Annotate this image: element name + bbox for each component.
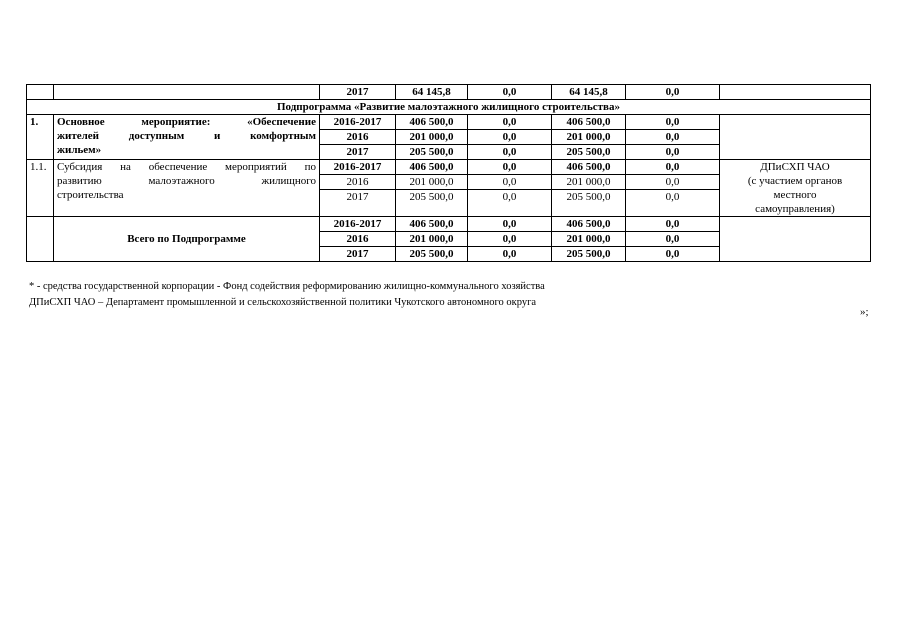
activity-name: Основное мероприятие: «Обеспечение жителей доступным и комфортным жильем» (54, 115, 320, 160)
value-cell: 201 000,0 (552, 175, 626, 190)
year-cell: 2017 (320, 145, 396, 160)
value-cell: 0,0 (626, 145, 720, 160)
row-number: 1.1. (27, 160, 54, 217)
value-cell: 0,0 (626, 160, 720, 175)
value-cell: 0,0 (626, 115, 720, 130)
value-cell: 406 500,0 (552, 160, 626, 175)
year-cell: 2016 (320, 175, 396, 190)
subsidy-name: Субсидия на обеспечение мероприятий по развитию малоэтажного жилищного строительства (54, 160, 320, 217)
footnotes (29, 279, 545, 311)
value-cell: 0,0 (626, 232, 720, 247)
total-cell: 201 000,0 (396, 232, 468, 247)
total-cell: 201 000,0 (396, 175, 468, 190)
value-cell: 0,0 (468, 175, 552, 190)
year-cell: 2016-2017 (320, 217, 396, 232)
year-cell: 2016-2017 (320, 115, 396, 130)
total-cell: 205 500,0 (396, 145, 468, 160)
footnote-funding: * - средства государственной корпорации - Фонд содействия реформированию жилищно-коммунального хозяйства (29, 281, 545, 292)
row-number: 1. (27, 115, 54, 160)
total-label: Всего по Подпрограмме (54, 217, 320, 262)
total-cell: 205 500,0 (396, 247, 468, 262)
table-row (27, 85, 871, 100)
value-cell: 0,0 (468, 115, 552, 130)
table-row (27, 160, 871, 175)
subprogram-title: Подпрограмма «Развитие малоэтажного жилищного строительства» (27, 100, 871, 115)
value-cell: 0,0 (626, 85, 720, 100)
value-cell: 205 500,0 (552, 247, 626, 262)
value-cell: 205 500,0 (552, 190, 626, 217)
value-cell: 0,0 (468, 160, 552, 175)
value-cell: 0,0 (626, 247, 720, 262)
value-cell: 0,0 (468, 130, 552, 145)
total-cell: 205 500,0 (396, 190, 468, 217)
table-row (27, 217, 871, 232)
table-row (27, 115, 871, 130)
total-cell: 406 500,0 (396, 115, 468, 130)
value-cell: 0,0 (626, 217, 720, 232)
value-cell: 0,0 (468, 145, 552, 160)
year-cell: 2017 (320, 190, 396, 217)
value-cell: 0,0 (626, 190, 720, 217)
value-cell: 406 500,0 (552, 217, 626, 232)
value-cell: 406 500,0 (552, 115, 626, 130)
year-cell: 2016 (320, 130, 396, 145)
value-cell: 0,0 (626, 175, 720, 190)
program-table (26, 84, 871, 262)
value-cell: 0,0 (468, 232, 552, 247)
subprogram-header-row (27, 100, 871, 115)
value-cell: 205 500,0 (552, 145, 626, 160)
value-cell: 0,0 (468, 247, 552, 262)
total-cell: 64 145,8 (396, 85, 468, 100)
footnote-abbreviation: ДПиСХП ЧАО – Департамент промышленной и сельскохозяйственной политики Чукотского автономного округа (29, 297, 537, 308)
value-cell: 0,0 (626, 130, 720, 145)
value-cell: 0,0 (468, 85, 552, 100)
total-cell: 406 500,0 (396, 160, 468, 175)
total-cell: 201 000,0 (396, 130, 468, 145)
value-cell: 64 145,8 (552, 85, 626, 100)
closing-mark: »; (860, 306, 869, 318)
value-cell: 0,0 (468, 190, 552, 217)
year-cell: 2017 (320, 247, 396, 262)
total-cell: 406 500,0 (396, 217, 468, 232)
executor-cell: ДПиСХП ЧАО (с участием органов местного самоуправления) (720, 160, 871, 217)
year-cell: 2016 (320, 232, 396, 247)
year-cell: 2016-2017 (320, 160, 396, 175)
year-cell: 2017 (320, 85, 396, 100)
value-cell: 0,0 (468, 217, 552, 232)
value-cell: 201 000,0 (552, 130, 626, 145)
value-cell: 201 000,0 (552, 232, 626, 247)
